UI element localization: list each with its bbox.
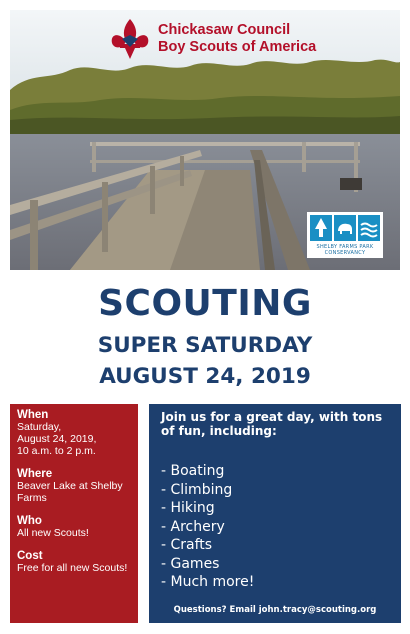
event-subtitle: SUPER SATURDAY [97, 333, 313, 358]
council-header [108, 16, 316, 62]
cost-value: Free for all new Scouts! [17, 562, 128, 574]
list-item: - Boating [161, 463, 225, 479]
when-value: Saturday, August 24, 2019, 10 a.m. to 2 p.m. [17, 421, 97, 457]
list-item: - Archery [161, 518, 225, 535]
park-name-line-2: CONSERVANCY [324, 250, 366, 256]
event-details-panel [10, 404, 138, 623]
who-label: Who [17, 515, 42, 527]
when-label: When [17, 409, 49, 421]
council-name [158, 22, 316, 56]
fleur-de-lis-icon [108, 17, 152, 61]
council-line-1: Chickasaw Council [158, 22, 291, 38]
park-name [310, 244, 380, 256]
council-line-2: Boy Scouts of America [158, 39, 317, 55]
activities-list [161, 462, 389, 592]
park-name-line-1: SHELBY FARMS PARK [316, 244, 374, 250]
activities-panel [149, 404, 401, 623]
event-date: AUGUST 24, 2019 [99, 364, 311, 389]
activities-intro: Join us for a great day, with tons of fun, including: [161, 410, 383, 438]
where-value: Beaver Lake at Shelby Farms [17, 480, 123, 504]
list-item: - Crafts [161, 537, 213, 553]
shelby-farms-logo [307, 212, 383, 258]
event-title: SCOUTING [98, 283, 312, 324]
list-item: - Hiking [161, 500, 215, 516]
bison-icon [334, 215, 356, 241]
cost-label: Cost [17, 550, 43, 562]
list-item: - Much more! [161, 574, 255, 590]
tree-icon [310, 215, 332, 241]
where-label: Where [17, 468, 53, 480]
who-value: All new Scouts! [17, 527, 89, 539]
list-item: - Games [161, 555, 220, 572]
contact-email: Questions? Email john.tracy@scouting.org [173, 605, 377, 615]
list-item: - Climbing [161, 481, 233, 498]
waves-icon [358, 215, 380, 241]
